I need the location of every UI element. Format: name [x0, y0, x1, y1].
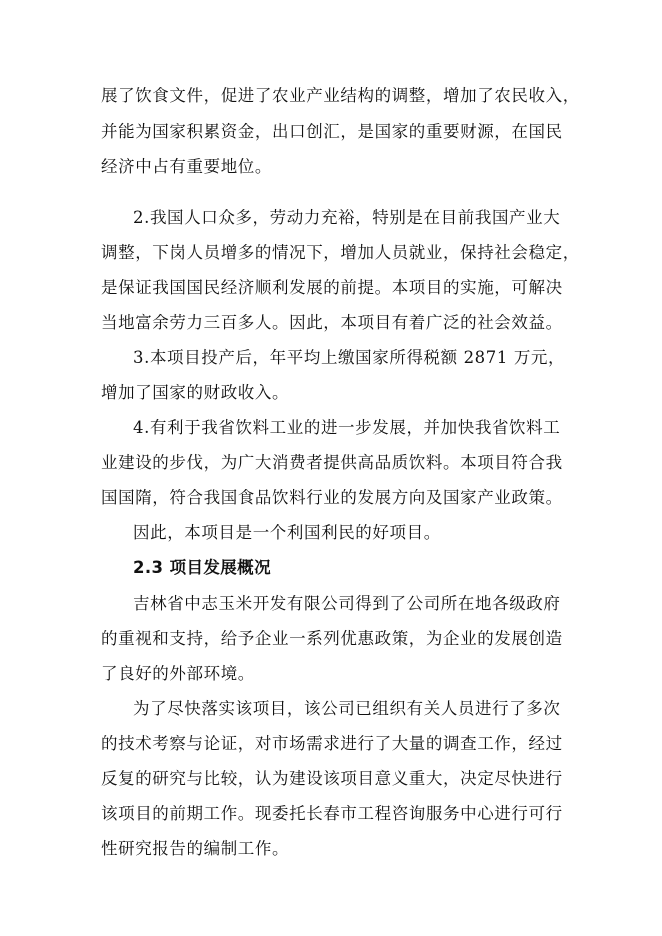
para3-line-2: 增加了国家的财政收入。: [101, 383, 290, 402]
para2-line-1: 2.我国人口众多，劳动力充裕，特别是在目前我国产业大: [133, 208, 561, 227]
para6-line-1: 吉林省中志玉米开发有限公司得到了公司所在地各级政府: [133, 594, 561, 613]
para4-line-2: 业建设的步伐，为广大消费者提供高品质饮料。本项目符合我: [101, 453, 563, 472]
para1-line-2: 并能为国家积累资金，出口创汇，是国家的重要财源，在国民: [101, 122, 563, 141]
para2-line-2: 调整，下岗人员增多的情况下，增加人员就业，保持社会稳定，: [101, 243, 580, 262]
para3-line-1: 3.本项目投产后，年平均上缴国家所得税额 2871 万元，: [133, 348, 566, 367]
para5-line-1: 因此，本项目是一个利国利民的好项目。: [133, 523, 441, 542]
para1-line-1: 展了饮食文件，促进了农业产业结构的调整，增加了农民收入，: [101, 86, 580, 105]
para7-line-1: 为了尽快落实该项目，该公司已组织有关人员进行了多次: [133, 699, 561, 718]
para2-line-4: 当地富余劳力三百多人。因此，本项目有着广泛的社会效益。: [101, 313, 563, 332]
para6-line-3: 了良好的外部环境。: [101, 664, 255, 683]
para4-line-1: 4.有利于我省饮料工业的进一步发展，并加快我省饮料工: [133, 418, 561, 437]
para1-line-3: 经济中占有重要地位。: [101, 157, 272, 176]
para6-line-2: 的重视和支持，给予企业一系列优惠政策，为企业的发展创造: [101, 629, 563, 648]
para7-line-2: 的技术考察与论证，对市场需求进行了大量的调查工作，经过: [101, 734, 563, 753]
para2-line-3: 是保证我国国民经济顺利发展的前提。本项目的实施，可解决: [101, 278, 563, 297]
para4-line-3: 国国隋，符合我国食品饮料行业的发展方向及国家产业政策。: [101, 488, 563, 507]
section-heading: 2.3 项目发展概况: [133, 558, 271, 577]
para7-line-3: 反复的研究与比较，认为建设该项目意义重大，决定尽快进行: [101, 769, 563, 788]
para7-line-4: 该项目的前期工作。现委托长春市工程咨询服务中心进行可行: [101, 804, 563, 823]
para7-line-5: 性研究报告的编制工作。: [101, 839, 290, 858]
